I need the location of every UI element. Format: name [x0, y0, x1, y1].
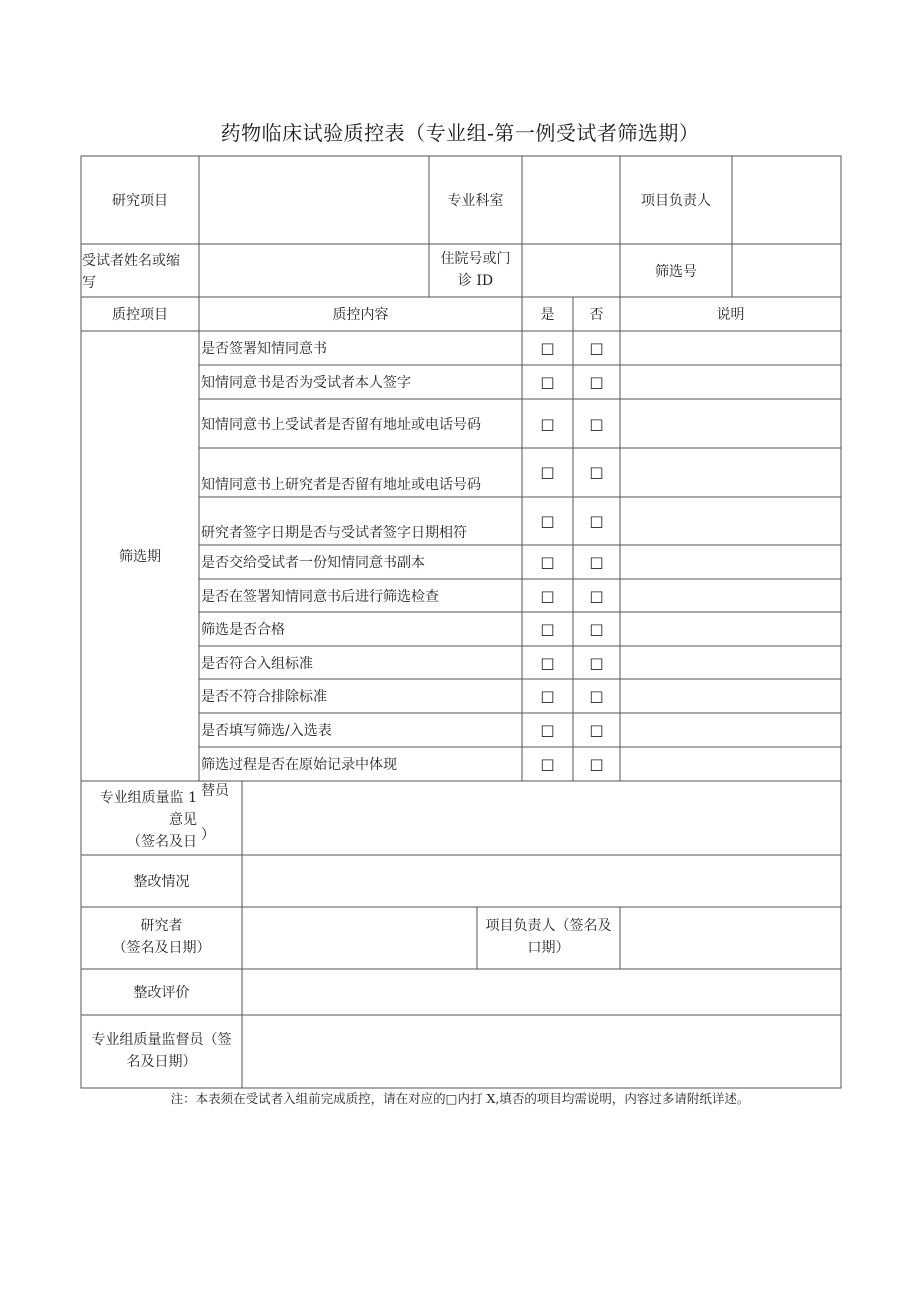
checkbox-no[interactable]: □ — [589, 620, 604, 638]
research-project-field[interactable] — [199, 156, 429, 244]
qc-item-remark-field[interactable] — [620, 646, 841, 679]
checkbox-yes[interactable]: □ — [540, 620, 555, 638]
qc-item-remark-field[interactable] — [620, 747, 841, 781]
checkbox-yes[interactable]: □ — [540, 755, 555, 773]
qc-item-text: 知情同意书是否为受试者本人签字 — [201, 375, 411, 391]
label-qc-opinion-extra — [201, 780, 241, 852]
qc-item-remark-field[interactable] — [620, 545, 841, 579]
col-qc-item: 质控项目 — [112, 307, 168, 323]
qc-item-text: 是否不符合排除标准 — [201, 689, 327, 705]
label-supervisor-line2: 名及日期） — [126, 1054, 197, 1070]
label-hospital-id-line1: 住院号或门 — [440, 251, 511, 267]
col-no: 否 — [589, 307, 604, 323]
checkbox-no[interactable]: □ — [589, 721, 604, 739]
hospital-id-field[interactable] — [522, 244, 620, 297]
qc-item-text: 是否填写筛选/入选表 — [201, 723, 332, 739]
label-subject-name-line1: 受试者姓名或缩 — [82, 253, 180, 269]
label-subject-name — [82, 250, 199, 294]
label-qc-opinion-extra-line1: 替员 — [201, 783, 229, 799]
checkbox-yes[interactable]: □ — [540, 414, 555, 433]
qc-item-remark-field[interactable] — [620, 713, 841, 747]
qc-item-remark-field[interactable] — [620, 612, 841, 646]
qc-item-text: 是否交给受试者一份知情同意书副本 — [201, 555, 425, 571]
checkbox-no[interactable]: □ — [589, 339, 604, 357]
label-supervisor — [81, 1029, 242, 1079]
checkbox-yes[interactable]: □ — [540, 721, 555, 739]
subject-name-field[interactable] — [199, 244, 429, 297]
researcher-sign-field[interactable] — [242, 907, 477, 969]
label-rectification: 整改情况 — [133, 874, 190, 890]
label-qc-opinion — [81, 787, 199, 855]
qc-item-remark-field[interactable] — [620, 579, 841, 612]
label-qc-opinion-line2: 意见 — [169, 812, 197, 828]
section-screening-period: 筛选期 — [119, 549, 161, 565]
col-yes: 是 — [540, 307, 555, 323]
qc-item-remark-field[interactable] — [620, 497, 841, 545]
label-subject-name-line2: 写 — [82, 275, 96, 291]
checkbox-yes[interactable]: □ — [540, 512, 555, 530]
qc-item-text: 筛选是否合格 — [201, 622, 285, 638]
label-screening-no: 筛选号 — [655, 263, 697, 280]
label-lead-sign-line2: 口期） — [527, 940, 570, 956]
checkbox-yes[interactable]: □ — [540, 463, 555, 481]
checkbox-no[interactable]: □ — [589, 373, 604, 391]
qc-item-remark-field[interactable] — [620, 448, 841, 497]
checkbox-no[interactable]: □ — [589, 687, 604, 705]
checkbox-no[interactable]: □ — [589, 653, 604, 672]
lead-sign-field[interactable] — [620, 907, 841, 969]
label-hospital-id-line2: 诊 ID — [457, 273, 494, 289]
checkbox-no[interactable]: □ — [589, 463, 604, 481]
checkbox-no[interactable]: □ — [589, 586, 604, 605]
department-field[interactable] — [522, 156, 620, 244]
checkbox-no[interactable]: □ — [589, 512, 604, 530]
checkbox-yes[interactable]: □ — [540, 373, 555, 391]
qc-item-remark-field[interactable] — [620, 365, 841, 399]
evaluation-field[interactable] — [242, 969, 841, 1015]
checkbox-no[interactable]: □ — [589, 553, 604, 571]
checkbox-yes[interactable]: □ — [540, 653, 555, 672]
label-researcher — [81, 915, 242, 965]
qc-item-text: 知情同意书上研究者是否留有地址或电话号码 — [201, 477, 481, 493]
qc-item-text: 是否签署知情同意书 — [201, 341, 327, 357]
qc-item-text: 知情同意书上受试者是否留有地址或电话号码 — [201, 416, 481, 433]
checkbox-yes[interactable]: □ — [540, 553, 555, 571]
label-evaluation: 整改评价 — [133, 985, 190, 1001]
qc-item-remark-field[interactable] — [620, 679, 841, 713]
qc-item-text: 筛选过程是否在原始记录中体现 — [201, 757, 397, 773]
checkbox-yes[interactable]: □ — [540, 586, 555, 605]
label-lead-sign — [477, 915, 620, 965]
label-supervisor-line1: 专业组质量监督员（签 — [91, 1032, 232, 1048]
qc-item-remark-field[interactable] — [620, 399, 841, 448]
label-hospital-id — [429, 248, 522, 294]
col-remark: 说明 — [716, 307, 745, 323]
label-researcher-line2: （签名及日期） — [112, 940, 211, 956]
label-qc-opinion-line1: 专业组质量监 1 — [99, 790, 197, 806]
label-researcher-line1: 研究者 — [140, 918, 183, 934]
footnote: 注：本表须在受试者入组前完成质控，请在对应的□内打 X,填否的项目均需说明，内容过多请附纸详述。 — [170, 1091, 750, 1106]
label-research-project: 研究项目 — [112, 193, 168, 209]
qc-item-text: 是否符合入组标准 — [201, 655, 313, 672]
supervisor-sign-field[interactable] — [242, 1015, 841, 1088]
label-project-lead: 项目负责人 — [641, 193, 711, 209]
col-qc-content: 质控内容 — [332, 307, 389, 323]
checkbox-no[interactable]: □ — [589, 414, 604, 433]
qc-item-text: 是否在签署知情同意书后进行筛选检查 — [201, 588, 439, 605]
qc-item-text: 研究者签字日期是否与受试者签字日期相符 — [201, 525, 467, 541]
rectification-field[interactable] — [242, 855, 841, 907]
screening-no-field[interactable] — [732, 244, 841, 297]
checkbox-no[interactable]: □ — [589, 755, 604, 773]
checkbox-yes[interactable]: □ — [540, 687, 555, 705]
qc-opinion-field[interactable] — [242, 781, 841, 855]
qc-item-remark-field[interactable] — [620, 331, 841, 365]
checkbox-yes[interactable]: □ — [540, 339, 555, 357]
label-qc-opinion-extra-line2: ） — [201, 827, 215, 843]
label-qc-opinion-line3: （签名及日 — [127, 834, 197, 850]
label-lead-sign-line1: 项目负责人（签名及 — [485, 918, 612, 934]
form-title: 药物临床试验质控表（专业组-第一例受试者筛选期） — [220, 121, 700, 145]
label-department: 专业科室 — [447, 193, 504, 209]
project-lead-field[interactable] — [732, 156, 841, 244]
